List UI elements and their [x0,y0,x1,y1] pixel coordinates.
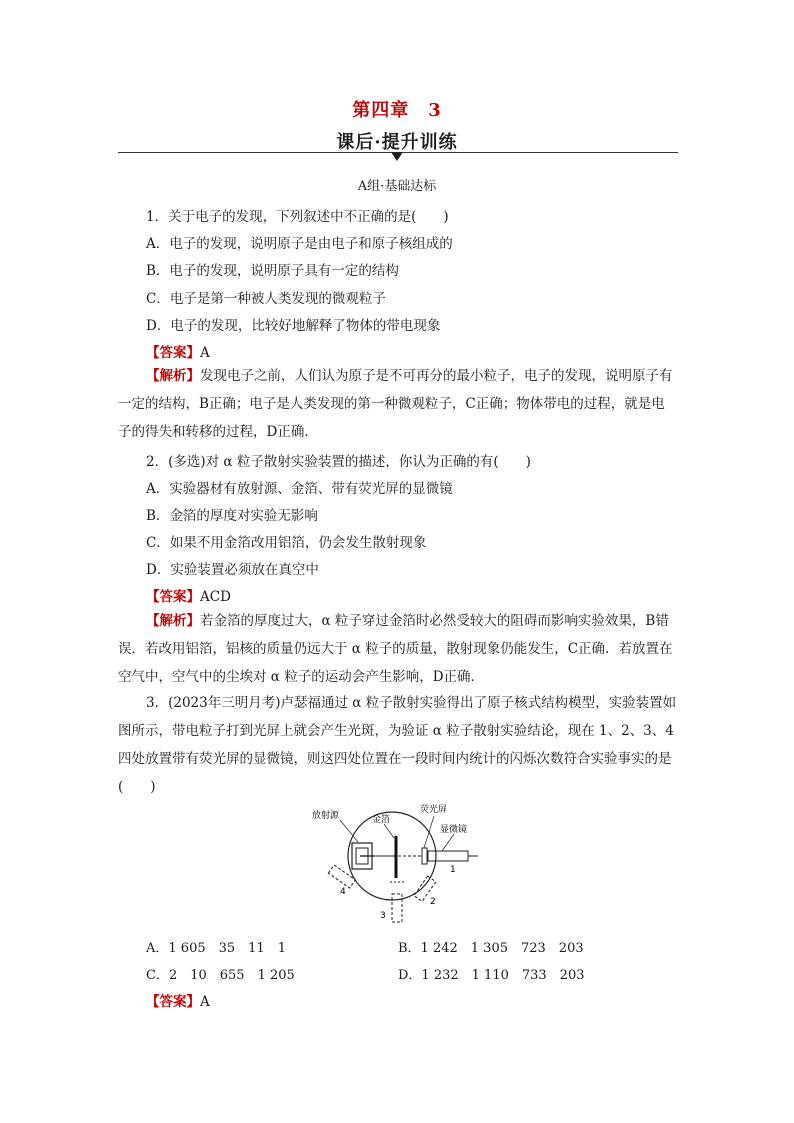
q2-stem: 2．(多选)对 α 粒子散射实验装置的描述，你认为正确的有( ) [146,454,531,470]
q1-stem: 1．关于电子的发现，下列叙述中不正确的是( ) [146,209,449,225]
answer-value: A [200,994,210,1010]
q3-option-b: B．1 242 1 305 723 203 [398,941,584,956]
position-3-microscope [392,894,402,922]
q1-analysis [118,362,678,446]
triangle-marker-icon [391,152,403,161]
microscope-tube [428,851,468,861]
q2-analysis [118,607,678,691]
analysis-text: 发现电子之前，人们认为原子是不可再分的最小粒子，电子的发现，说明原子有一定的结构，B正确；电子是人类发现的第一种微观粒子，C正确；物体带电的过程，就是电子的得失和转移的过程，D正确． [118,368,673,440]
analysis-tag: 【解析】 [146,613,200,629]
answer-tag: 【答案】 [146,345,200,361]
group-title: A组·基础达标 [357,179,437,194]
label-pos3: 3 [380,911,386,921]
label-pos4: 4 [340,887,346,897]
scattering-apparatus-diagram [310,798,482,928]
q3-option-d: D．1 232 1 110 733 203 [398,968,585,983]
answer-value: ACD [200,589,231,605]
q1-option-b: B．电子的发现，说明原子具有一定的结构 [146,263,399,279]
position-4-microscope [328,865,355,888]
q2-option-a: A．实验器材有放射源、金箔、带有荧光屏的显微镜 [146,481,453,497]
q2-option-d: D．实验装置必须放在真空中 [146,562,319,578]
q2-option-c: C．如果不用金箔改用铝箔，仍会发生散射现象 [146,535,427,551]
analysis-tag: 【解析】 [146,368,200,384]
q2-answer [146,585,231,605]
q2-option-b: B．金箔的厚度对实验无影响 [146,508,318,524]
label-microscope: 显微镜 [440,825,468,835]
answer-tag: 【答案】 [146,589,200,605]
answer-value: A [200,345,210,361]
q3-option-c: C．2 10 655 1 205 [146,968,295,983]
q1-option-a: A．电子的发现，说明原子是由电子和原子核组成的 [146,236,453,252]
label-foil: 金箔 [372,815,391,825]
label-pos1: 1 [450,865,456,875]
foil-leader [384,824,394,838]
q1-option-c: C．电子是第一种被人类发现的微观粒子 [146,291,386,307]
screen-leader [424,816,434,848]
q3-answer [146,990,210,1010]
microscope-leader [442,834,454,851]
section-subtitle: 课后·提升训练 [336,132,458,153]
q1-answer [146,341,210,361]
analysis-text: 若金箔的厚度过大，α 粒子穿过金箔时必然受较大的阻碍而影响实验效果，B错误．若改用铝箔，铝核的质量仍远大于 α 粒子的质量，散射现象仍能发生，C正确．若放置在空气中，空气中的尘埃对 α 粒子的运动会产生影响，D正确． [118,613,673,685]
q1-option-d: D．电子的发现，比较好地解释了物体的带电现象 [146,318,441,334]
label-pos2: 2 [430,897,436,907]
chapter-title: 第四章 3 [352,100,442,121]
label-source: 放射源 [312,811,340,821]
answer-tag: 【答案】 [146,994,200,1010]
fluorescent-screen [422,848,427,864]
label-screen: 荧光屏 [420,805,448,815]
q3-stem: 3．(2023年三明月考)卢瑟福通过 α 粒子散射实验得出了原子核式结构模型，实验装置如图所示，带电粒子打到光屏上就会产生光斑，为验证 α 粒子散射实验结论，现在 1、2、3、4 四处放置带有荧光屏的显微镜，则这四处位置在一段时间内统计的闪烁次数符合实验事实的是( ) [118,695,677,795]
q3-option-a: A．1 605 35 11 1 [146,941,286,956]
